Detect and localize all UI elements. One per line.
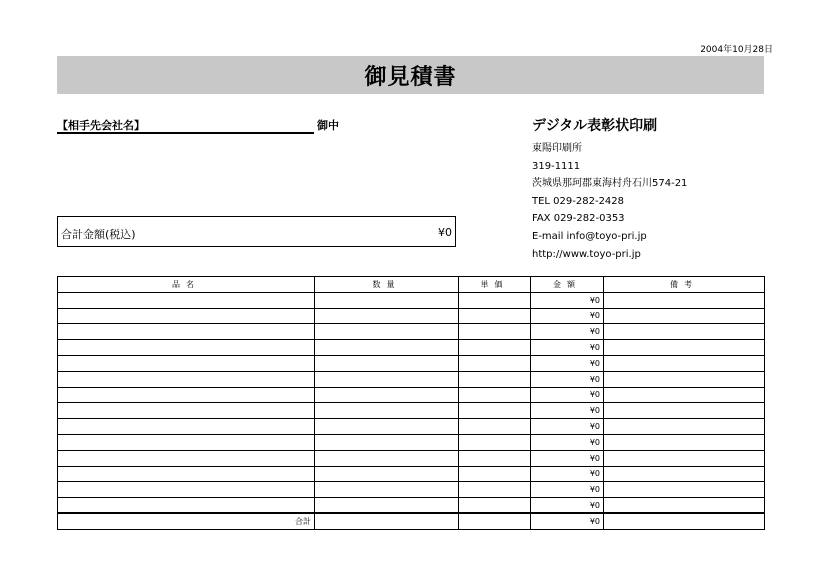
table-row [58, 340, 765, 356]
table-row [58, 419, 765, 435]
table-row [58, 324, 765, 340]
cell-unit-price[interactable] [459, 371, 531, 387]
table-total-label: 合計 [58, 513, 315, 529]
table-total-row [58, 513, 765, 529]
cell-amount[interactable]: ¥0 [531, 340, 604, 356]
page-title: 御見積書 [364, 64, 457, 90]
cell-unit-price[interactable] [459, 450, 531, 466]
cell-note[interactable] [604, 355, 765, 371]
cell-unit-price[interactable] [459, 324, 531, 340]
header-amount: 金額 [531, 277, 604, 293]
cell-note[interactable] [604, 292, 765, 308]
client-suffix: 御中 [317, 119, 339, 132]
total-amount-box [57, 216, 456, 247]
company-office: 東陽印刷所 [532, 143, 582, 154]
company-url: http://www.toyo-pri.jp [532, 248, 641, 260]
cell-note[interactable] [604, 371, 765, 387]
cell-amount[interactable]: ¥0 [531, 308, 604, 324]
client-name: 【相手先会社名】 [57, 119, 145, 132]
cell-note[interactable] [604, 308, 765, 324]
title-bar [57, 56, 764, 94]
company-fax: FAX 029-282-0353 [532, 213, 625, 225]
header-quantity: 数量 [315, 277, 459, 293]
cell-amount[interactable]: ¥0 [531, 387, 604, 403]
table-total-qty [315, 513, 459, 529]
company-email: E-mail info@toyo-pri.jp [532, 230, 647, 242]
cell-item-name[interactable] [58, 387, 315, 403]
cell-unit-price[interactable] [459, 482, 531, 498]
cell-item-name[interactable] [58, 308, 315, 324]
cell-note[interactable] [604, 403, 765, 419]
cell-unit-price[interactable] [459, 355, 531, 371]
table-row [58, 403, 765, 419]
cell-amount[interactable]: ¥0 [531, 466, 604, 482]
cell-unit-price[interactable] [459, 308, 531, 324]
cell-quantity[interactable] [315, 419, 459, 435]
cell-note[interactable] [604, 387, 765, 403]
table-row [58, 371, 765, 387]
header-unit-price: 単価 [459, 277, 531, 293]
cell-item-name[interactable] [58, 403, 315, 419]
cell-item-name[interactable] [58, 450, 315, 466]
cell-item-name[interactable] [58, 482, 315, 498]
table-row [58, 498, 765, 514]
cell-unit-price[interactable] [459, 292, 531, 308]
table-row [58, 434, 765, 450]
table-row [58, 387, 765, 403]
cell-item-name[interactable] [58, 324, 315, 340]
cell-quantity[interactable] [315, 292, 459, 308]
cell-note[interactable] [604, 466, 765, 482]
cell-item-name[interactable] [58, 498, 315, 514]
cell-note[interactable] [604, 498, 765, 514]
cell-note[interactable] [604, 324, 765, 340]
cell-quantity[interactable] [315, 324, 459, 340]
cell-unit-price[interactable] [459, 466, 531, 482]
cell-amount[interactable]: ¥0 [531, 498, 604, 514]
total-amount-label: 合計金額(税込) [61, 228, 136, 241]
cell-unit-price[interactable] [459, 498, 531, 514]
cell-unit-price[interactable] [459, 340, 531, 356]
cell-amount[interactable]: ¥0 [531, 403, 604, 419]
table-row [58, 355, 765, 371]
header-item-name: 品名 [58, 277, 315, 293]
cell-item-name[interactable] [58, 371, 315, 387]
cell-item-name[interactable] [58, 292, 315, 308]
cell-amount[interactable]: ¥0 [531, 434, 604, 450]
total-amount-value: ¥0 [438, 226, 452, 239]
cell-quantity[interactable] [315, 434, 459, 450]
table-row [58, 466, 765, 482]
cell-quantity[interactable] [315, 403, 459, 419]
cell-item-name[interactable] [58, 434, 315, 450]
table-row [58, 308, 765, 324]
cell-quantity[interactable] [315, 340, 459, 356]
company-name: デジタル表彰状印刷 [532, 118, 658, 134]
date: 2004年10月28日 [700, 45, 773, 55]
company-info [532, 115, 687, 263]
company-address: 茨城県那珂郡東海村舟石川574-21 [532, 178, 688, 190]
table-row [58, 482, 765, 498]
cell-item-name[interactable] [58, 466, 315, 482]
cell-note[interactable] [604, 482, 765, 498]
cell-quantity[interactable] [315, 498, 459, 514]
table-total-price [459, 513, 531, 529]
cell-amount[interactable]: ¥0 [531, 482, 604, 498]
cell-unit-price[interactable] [459, 419, 531, 435]
cell-amount[interactable]: ¥0 [531, 371, 604, 387]
table-row [58, 450, 765, 466]
cell-item-name[interactable] [58, 419, 315, 435]
cell-item-name[interactable] [58, 355, 315, 371]
cell-quantity[interactable] [315, 450, 459, 466]
table-header-row [58, 277, 765, 293]
cell-quantity[interactable] [315, 482, 459, 498]
cell-quantity[interactable] [315, 371, 459, 387]
cell-amount[interactable]: ¥0 [531, 419, 604, 435]
cell-item-name[interactable] [58, 340, 315, 356]
table-row [58, 292, 765, 308]
cell-note[interactable] [604, 450, 765, 466]
estimate-table [57, 276, 765, 530]
cell-note[interactable] [604, 340, 765, 356]
client-underline [57, 132, 314, 134]
cell-quantity[interactable] [315, 387, 459, 403]
header-note: 備考 [604, 277, 765, 293]
cell-amount[interactable]: ¥0 [531, 450, 604, 466]
cell-unit-price[interactable] [459, 387, 531, 403]
cell-quantity[interactable] [315, 466, 459, 482]
cell-note[interactable] [604, 434, 765, 450]
table-total-amount: ¥0 [531, 513, 604, 529]
cell-amount[interactable]: ¥0 [531, 292, 604, 308]
cell-quantity[interactable] [315, 355, 459, 371]
cell-note[interactable] [604, 419, 765, 435]
company-postal-code: 319-1111 [532, 160, 581, 172]
cell-quantity[interactable] [315, 308, 459, 324]
table-total-note [604, 513, 765, 529]
cell-unit-price[interactable] [459, 403, 531, 419]
cell-amount[interactable]: ¥0 [531, 324, 604, 340]
cell-unit-price[interactable] [459, 434, 531, 450]
company-tel: TEL 029-282-2428 [532, 195, 625, 207]
cell-amount[interactable]: ¥0 [531, 355, 604, 371]
